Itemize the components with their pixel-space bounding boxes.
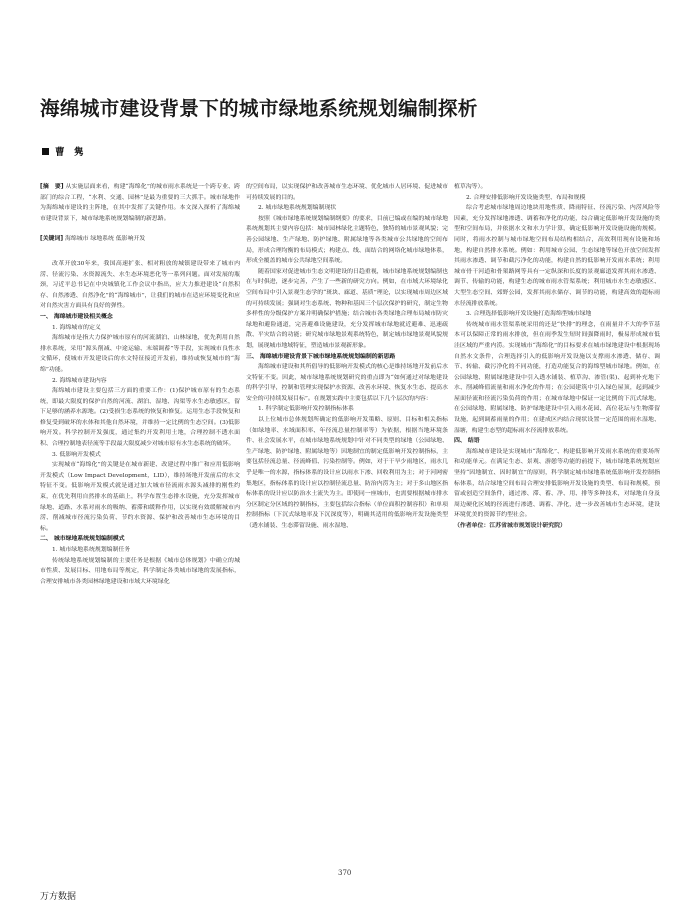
subsection-heading: 2. 城市绿地系统规划编制现状 bbox=[258, 205, 337, 212]
section-heading: 四、 结语 bbox=[454, 438, 480, 445]
section-heading: 三、 海绵城市建设背景下城市绿地系统规划编制的新思路 bbox=[246, 353, 396, 360]
paragraph: 传统城市雨水管渠系统采用的还是“快排”的理念，在雨量并不大的季节基本可以保障正常的雨水排放，但在雨季发生短时间强降雨时，极易形成城市低洼区域的严重内涝。实现城市“海绵化”的目标要求在城市绿地建设中根据现场自然水文条件，合理选择引入的低影响开发设施以支撑雨水渗透、储存、调节、转输、截污净化的不同功能，打造功能复合的海绵型城市绿地。例如，在公园绿地、附属绿地建设中引入透水铺装、植草沟、渗管(渠)、起到补充地下水、削减峰值流量和雨水净化的作用；在公园建筑中引入绿色屋顶，起到减少屋面径流和径流污染负荷的作用；在城市绿地中保证一定比例的下沉式绿地，在公园绿地、附属绿地、防护绿地建设中引入雨水花园、高位花坛与生物滞留设施，起到调蓄雨量的作用；在建成区内结合现状设置一定范围的雨水湿地、湿塘，构建生态型的超标雨水径流排放系统。 bbox=[454, 321, 660, 434]
column-2 bbox=[246, 182, 448, 532]
subsection-heading: 3. 低影响开发模式 bbox=[52, 451, 101, 458]
author-line bbox=[42, 144, 84, 158]
paragraph: 海绵城市是指大力保护城市原有的河流湖泊、山林绿地，优先利用自然排水系统，采用“源头削减、中途运输、末端调蓄”等手段，实现城市良性水文循环，使城市开发建设后的水文特征接近开发前，维持或恢复城市的“海绵”功能。 bbox=[40, 335, 240, 373]
paragraph: 海绵城市建设是实现城市“海绵化”、构建低影响开发雨水系统的重要场所和功能单元。在满足生态、景观、游憩等功能的前提下，城市绿地系统规划应坚持“因地制宜、因时制宜”的原则，科学制定城市绿地系统低影响开发控制指标体系，结合绿地空间布局合理安排低影响开发设施的类型、布局和规模，预留或创造空间条件，通过渗、滞、蓄、净、用、排等多种技术，对绿地自身及周边硬化区域的径流进行渗透、调蓄、净化，进一步改善城市生态环境，建设环境优美的资源节约型社会。 bbox=[454, 448, 660, 519]
column-1-body bbox=[40, 259, 240, 587]
column-2-body bbox=[246, 182, 448, 532]
subsection-heading: 1. 海绵城市的定义 bbox=[52, 324, 101, 331]
square-bullet-icon bbox=[42, 148, 49, 155]
author-name: 曹 隽 bbox=[55, 147, 84, 158]
column-1 bbox=[40, 182, 240, 587]
abstract-text: 从实施层面来看，构建“海绵化”的城市雨水系统是一个跨专业、跨部门的综合工程，“水利、交通、园林”是最为重要的三大抓手。城市绿地作为海绵城市建设的主阵地，在其中发挥了关键作用。本文深入探析了海绵城市建设背景下，城市绿地系统规划编制的新思路。 bbox=[40, 184, 240, 222]
section-heading: 二、 城市绿地系统规划编制模式 bbox=[40, 536, 125, 543]
subsection-heading: 2. 海绵城市建设内容 bbox=[52, 377, 107, 384]
column-3 bbox=[454, 182, 660, 532]
paragraph: 按照《城市绿地系统规划编制纲要》的要求，目前已编或在编的城市绿地系统规划其主要内容包括：城市园林绿化主题特色，独特的城市景观风貌；完善公园绿地、生产绿地、防护绿地、附属绿地等各类城市公共绿地的空间布局，形成合理均衡的布局模式；构建点、线、面结合的网络化城市绿地体系，形成全覆盖的城市公共绿地空间系统。 bbox=[246, 215, 448, 265]
column-3-body bbox=[454, 182, 660, 532]
footer-brand: 万方数据 bbox=[40, 892, 77, 902]
article-title: 海绵城市建设背景下的城市绿地系统规划编制探析 bbox=[40, 97, 478, 120]
paragraph: 实现城市“海绵化”的关键是在城市新建、改建过程中推广和应用低影响开发模式（Low Impact Development，LID），维持场地开发前后的水文特征不变。低影响开发模式就是通过加大城市径流雨水源头减排的刚性约束，在优先利用自然排水的基础上，科学布置生态排水设施，充分发挥城市绿地、道路、水系对雨水的吸纳、蓄滞和缓释作用，以实现有效缓解城市内涝、削减城市径流污染负荷、节约水资源、保护和改善城市生态环境的目标。 bbox=[40, 462, 240, 532]
paragraph: 改革开放30年来，我国高速扩张、相对粗放的城镇建设带来了城市内涝、径流污染、水资源流失、水生态环境恶化等一系列问题。面对发展的瓶颈，习近平总书记在中央城镇化工作会议中指出，应大力推进建设“自然积存、自然渗透、自然净化”的“海绵城市”，让我们的城市在适应环境变化和应对自然灾害方面具有良好的弹性。 bbox=[40, 260, 240, 310]
author-affiliation: （作者单位：江苏省城市规划设计研究院） bbox=[454, 523, 566, 529]
keywords-label: [关键词] bbox=[40, 236, 64, 243]
paragraph: 海绵城市建设主要包括三方面的重要工作：(1)保护城市原有的生态系统，即最大限度的保护自然的河流、湖泊、湿地、沟渠等水生态敏感区，留下足够的涵养水源地。(2)受损生态系统的恢复和修复。运用生态手段恢复和修复受到破坏的水体和其他自然环境，并维持一定比例的生态空间。(3)低影响开发。科学控制开发强度，通过集约开发利用土地，合理控制不透水面积、合理控制地表径流等手段最大限度减少对城市原有水生态系统的破坏。 bbox=[40, 388, 240, 448]
keywords-text: 海绵城市 绿地系统 低影响开发 bbox=[64, 236, 146, 243]
subsection-heading: 1. 科学制定低影响开发控制指标体系 bbox=[258, 406, 354, 413]
paragraph: 以上位城市总体规划所确定的低影响开发策略、原则、目标和相关指标（如绿地率、水域面积率、年径流总量控制率等）为依据，根据当地环境条件、社会发展水平，在城市绿地系统规划中针对不同类型的绿地（公园绿地、生产绿地、防护绿地、附属绿地等）因地制宜的制定低影响开发控制指标，主要包括径流总量、径流峰值、污染控制等。例如，对于干旱少雨地区，雨水几乎是唯一的水源，指标体系的设计应以雨水下渗、回收利用为主；对于河网密集地区，指标体系的设计应以控制径流总量、防治内涝为主；对于多山地区指标体系的设计应以防治水土流失为主。即使同一座城市，也需要根据城市排水分区制定分区域的控制指标，主要包括综合指标（单位面积控制容积）和单项控制指标（下沉式绿地率及下沉深度等），明确其适用的低影响开发设施类型（透水铺装、生态滞留设施、雨水湿地、 bbox=[246, 417, 448, 529]
section-heading: 一、 海绵城市建设相关概念 bbox=[40, 313, 113, 320]
paragraph: 传统绿地系统规划编制的主要任务是根据《城市总体规划》中确立的城市性质、发展目标、用地布局等规定，科学制定各类城市绿地的发展指标，合理安排城市各类园林绿地建设和市域大环境绿化 bbox=[40, 557, 240, 585]
subsection-heading: 2. 合理安排低影响开发设施类型、布局和规模 bbox=[466, 194, 586, 201]
paragraph: 随着国家对促进城市生态文明建设的日趋重视，城市绿地系统规划编制也在与时俱进，逐步完善，产生了一些新的研究方向。例如，在市域大环境绿化空间布局中引入景观生态学的“斑块、廊道、基质”理论，以实现城市周边区域的可持续发展；强调对生态系统、物种和基因三个层次保护的研究，制定生物多样性的分级保护方案并明确保护措施；结合城市各类绿地合理布局城市防灾绿地和避险通道，完善避难设施建设，充分发挥城市绿地就近避难、迅速疏散、平灾结合的功能；研究城市绿地景观系统特色，制定城市绿地景观风貌规划，展现城市地域特征，塑造城市景观新形象。 bbox=[246, 268, 448, 349]
page-number: 370 bbox=[338, 869, 352, 877]
subsection-heading: 1. 城市绿地系统规划编制任务 bbox=[52, 547, 131, 553]
abstract bbox=[40, 182, 240, 224]
keywords bbox=[40, 234, 240, 245]
paragraph: 综合考虑城市绿地周边地块用地性质、降雨特征、径流污染、内涝风险等因素，充分发挥绿地渗透、调蓄和净化的功能，综合确定低影响开发设施的类型和空间布局，并依据水文和水力学计算，确定低影响开发设施设施的规模。同时，将雨水控制与城市绿地空间布局结构相结合，高效利用现有设施和场地，构建自然排水系统。例如：利用城市公园、生态绿地等绿色开放空间发挥其雨水渗透、调节和截污净化的功能，构建自然的低影响开发雨水系统；利用城市骨干河道和骨架路网等具有一定纵深和长度的景观廊道发挥其雨水渗透、调节、传输的功能，构建生态的城市雨水管渠系统；利用城市水生态敏感区、大型生态空间、郊野公园，发挥其雨水储存、调节的功能，构建高效的超标雨水径流排放系统。 bbox=[454, 205, 660, 307]
paragraph: 海绵城市建设和其所倡导的低影响开发模式的核心是维持场地开发前后水文特征不变。因此，城市绿地系统规划研究的重点即为“如何通过对绿地建设的科学引导，控制和管理实现保护水资源、改善水环境、恢复水生态、提高水安全的可持续发展目标”。在规划实践中主要包括以下几个层次的内容： bbox=[246, 364, 448, 402]
subsection-heading: 3. 合理选择低影响开发设施打造海绵型城市绿地 bbox=[466, 311, 592, 318]
paragraph: 植草沟等）。 bbox=[454, 184, 487, 190]
abstract-label: [摘 要] bbox=[40, 184, 64, 190]
paragraph: 的空间布局，以实现保护和改善城市生态环境、优化城市人居环境、促进城市可持续发展的目的。 bbox=[246, 184, 448, 201]
